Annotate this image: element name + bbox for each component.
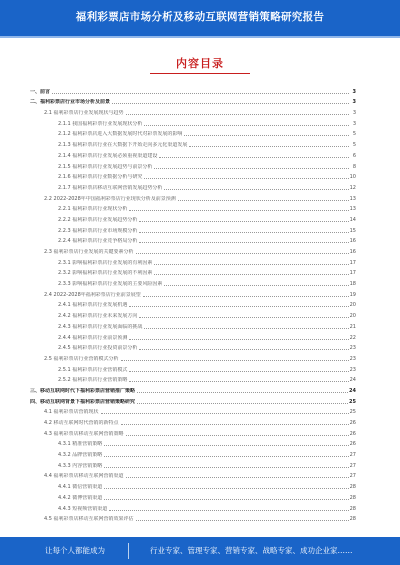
- toc-leader-dots: [104, 487, 348, 489]
- toc-leader-dots: [126, 113, 349, 115]
- toc-leader-dots: [184, 134, 349, 136]
- toc-leader-dots: [121, 359, 349, 361]
- toc-entry-text: 2.1.5 福利彩票店行业发展趋势与前景分析: [58, 163, 153, 170]
- toc-leader-dots: [104, 455, 348, 457]
- toc-page-number: 10: [349, 174, 356, 181]
- toc-page-number: 14: [349, 216, 356, 223]
- toc-page-number: 20: [349, 313, 356, 320]
- toc-entry[interactable]: [30, 308, 356, 319]
- toc-entry-text: 2.1.3 福利彩票店行业在大数据下开始走向多元化渠道发展: [58, 142, 188, 149]
- toc-leader-dots: [139, 220, 348, 222]
- toc-entry-text: 2.5.2 福利彩票店行业营销策略: [58, 377, 128, 384]
- toc-entry-text: 2.2 2022-2028年中国福利彩票店行业现状分析及前景预测: [44, 195, 176, 202]
- toc-page-number: 26: [349, 441, 356, 448]
- page-footer: [0, 537, 400, 565]
- toc-entry[interactable]: [30, 255, 356, 266]
- toc-leader-dots: [137, 402, 348, 404]
- toc-leader-dots: [112, 102, 349, 104]
- toc-leader-dots: [139, 231, 348, 233]
- toc-entry-text: 4.3 福利彩票店移动互联网营销策略: [44, 430, 124, 437]
- toc-page-number: 5: [352, 142, 356, 149]
- toc-entry-text: 4.3.3 内容营销策略: [58, 462, 103, 469]
- toc-title: 内容目录: [176, 57, 224, 70]
- toc-page-number: 26: [349, 430, 356, 437]
- toc-leader-dots: [104, 444, 348, 446]
- toc-leader-dots: [126, 434, 349, 436]
- toc-entry[interactable]: [30, 415, 356, 426]
- toc-leader-dots: [144, 327, 348, 329]
- toc-entry[interactable]: [30, 490, 356, 501]
- toc-leader-dots: [139, 316, 348, 318]
- toc-page-number: 27: [349, 452, 356, 459]
- toc-entry[interactable]: [30, 148, 356, 159]
- toc-entry[interactable]: [30, 276, 356, 287]
- toc-entry[interactable]: [30, 170, 356, 181]
- toc-page-number: 24: [349, 387, 356, 394]
- toc-leader-dots: [121, 423, 349, 425]
- toc-page-number: 23: [349, 345, 356, 352]
- toc-leader-dots: [104, 466, 348, 468]
- toc-entry[interactable]: [30, 512, 356, 523]
- toc-entry-text: 2.4 2022-2028年福利彩票店行业前景展望: [44, 291, 141, 298]
- toc-entry-text: 2.5.1 福利彩票店行业营销模式: [58, 366, 128, 373]
- toc-page-number: 19: [349, 291, 356, 298]
- toc-page-number: 12: [349, 184, 356, 191]
- toc-entry[interactable]: [30, 127, 356, 138]
- toc-page-number: 24: [349, 377, 356, 384]
- toc-leader-dots: [109, 509, 348, 511]
- toc-page-number: 8: [352, 163, 356, 170]
- toc-leader-dots: [129, 338, 348, 340]
- toc-page-number: 3: [352, 88, 356, 95]
- toc-page-number: 23: [349, 355, 356, 362]
- toc-entry[interactable]: [30, 383, 356, 394]
- toc-leader-dots: [143, 295, 349, 297]
- toc-entry-text: 2.2.1 福利彩票店行业现状分析: [58, 206, 128, 213]
- toc-entry[interactable]: [30, 159, 356, 170]
- toc-entry-text: 三、移动互联网时代下福利彩票店营销推广策略: [30, 387, 136, 394]
- toc-page-number: 5: [352, 131, 356, 138]
- toc-entry-text: 4.2 移动互联网时代营销的新特点: [44, 420, 119, 426]
- toc-leader-dots: [144, 177, 348, 179]
- toc-entry[interactable]: [30, 373, 356, 384]
- toc-entry-text: 2.4.4 福利彩票店行业前景预测: [58, 334, 128, 341]
- toc-entry-text: 一、前言: [30, 88, 51, 95]
- toc-page-number: 15: [349, 227, 356, 234]
- toc-page-number: 28: [349, 516, 356, 523]
- toc-entry[interactable]: [30, 362, 356, 373]
- toc-leader-dots: [139, 241, 348, 243]
- toc-leader-dots: [164, 188, 348, 190]
- footer-slogan-right: 行业专家、管理专家、营销专家、战略专家、成功企业家……: [150, 546, 353, 555]
- toc-entry[interactable]: [30, 319, 356, 330]
- report-title: 福利彩票店市场分析及移动互联网营销策略研究报告: [75, 11, 325, 23]
- toc-entry[interactable]: [30, 287, 356, 298]
- toc-page-number: 28: [349, 484, 356, 491]
- toc-entry[interactable]: [30, 116, 356, 127]
- toc-entry-text: 4.3.2 品牌营销策略: [58, 452, 103, 459]
- toc-entry-text: 2.4.5 福利彩票店行业投资前景分析: [58, 345, 138, 352]
- toc-entry-text: 2.3 福利彩票店行业发展的关键要素分析: [44, 249, 134, 255]
- toc-page-number: 22: [349, 334, 356, 341]
- toc-entry-text: 4.4.2 微博营销渠道: [58, 494, 103, 501]
- toc-entry-text: 4.5 福利彩票店移动互联网营销效果评估: [44, 516, 134, 523]
- toc-entry[interactable]: [30, 351, 356, 362]
- toc-page-number: 20: [349, 302, 356, 309]
- toc-page-number: 28: [349, 505, 356, 512]
- toc-entry-text: 2.1.6 福利彩票店行业数据分析与研究: [58, 174, 143, 181]
- toc-entry[interactable]: [30, 180, 356, 191]
- toc-leader-dots: [178, 199, 349, 201]
- toc-entry[interactable]: [30, 234, 356, 245]
- toc-entry-text: 4.3.1 精准营销策略: [58, 441, 103, 448]
- toc-entry[interactable]: [30, 426, 356, 437]
- toc-leader-dots: [159, 156, 349, 158]
- toc-page-number: 3: [352, 110, 356, 117]
- toc-entry-text: 2.4.1 福利彩票店行业发展机遇: [58, 302, 128, 309]
- toc-entry[interactable]: [30, 469, 356, 480]
- toc-entry[interactable]: [30, 330, 356, 341]
- toc-entry-text: 四、移动互联网背景下福利彩票店营销策略研究: [30, 398, 136, 405]
- toc-leader-dots: [52, 92, 349, 94]
- toc-page-number: 13: [349, 206, 356, 213]
- toc-entry[interactable]: [30, 437, 356, 448]
- toc-leader-dots: [129, 370, 348, 372]
- toc-entry[interactable]: [30, 244, 356, 255]
- toc-leader-dots: [104, 498, 348, 500]
- toc-leader-dots: [154, 167, 349, 169]
- toc-entry-text: 2.5 福利彩票店行业营销模式分析: [44, 355, 119, 362]
- toc-page-number: 16: [349, 249, 356, 255]
- toc-leader-dots: [154, 273, 348, 275]
- toc-entry[interactable]: [30, 105, 356, 116]
- toc-entry[interactable]: [30, 95, 356, 106]
- toc-entry-text: 4.1 福利彩票店营销现状: [44, 409, 99, 416]
- toc-entry-text: 二、福利彩票店行业市场分析及前景: [30, 99, 111, 106]
- toc-entry-text: 2.2.3 福利彩票店行业市场规模分析: [58, 227, 138, 234]
- toc-entry-text: 2.2.2 福利彩票店行业发展趋势分析: [58, 216, 138, 223]
- toc-leader-dots: [154, 263, 348, 265]
- toc-page-number: 3: [352, 99, 356, 106]
- toc-entry[interactable]: [30, 223, 356, 234]
- toc-entry[interactable]: [30, 479, 356, 490]
- toc-leader-dots: [136, 519, 349, 521]
- toc-leader-dots: [126, 476, 349, 478]
- header-divider: [0, 36, 400, 38]
- toc-entry[interactable]: [30, 458, 356, 469]
- toc-page-number: 27: [349, 473, 356, 480]
- toc-leader-dots: [139, 348, 348, 350]
- toc-title-underline: [150, 73, 250, 74]
- toc-page-number: 27: [349, 462, 356, 469]
- toc-entry[interactable]: [30, 137, 356, 148]
- toc-entry-text: 4.4 福利彩票店移动互联网营销渠道: [44, 473, 124, 480]
- toc-entry-text: 4.4.1 微信营销渠道: [58, 484, 103, 491]
- toc-entry-text: 2.1.4 福利彩票店行业发展必须重视渠道建设: [58, 152, 158, 159]
- toc-entry-text: 2.1.2 福利彩票店进入大数据发展时代对彩票发展的影响: [58, 131, 183, 138]
- toc-page-number: 17: [349, 270, 356, 277]
- toc-page-number: 23: [349, 366, 356, 373]
- toc-page-number: 18: [349, 281, 356, 288]
- toc-leader-dots: [129, 209, 348, 211]
- toc-entry[interactable]: [30, 191, 356, 202]
- toc-entry-text: 2.1.1 我国福利彩票行业发展现状分析: [58, 120, 143, 127]
- toc-entry-text: 2.4.2 福利彩票店行业未来发展方向: [58, 313, 138, 320]
- toc-page-number: 25: [349, 398, 356, 405]
- toc-leader-dots: [144, 124, 349, 126]
- toc-entry[interactable]: [30, 405, 356, 416]
- toc-page-number: 17: [349, 259, 356, 266]
- toc-entry-text: 2.2.4 福利彩票店行业竞争格局分析: [58, 238, 138, 245]
- toc-page-number: 16: [349, 238, 356, 245]
- toc-entry-text: 2.1.7 福利彩票店移动互联网营销发展趋势分析: [58, 184, 163, 191]
- toc-leader-dots: [101, 412, 349, 414]
- table-of-contents: [30, 84, 356, 522]
- toc-entry[interactable]: [30, 84, 356, 95]
- toc-leader-dots: [129, 305, 348, 307]
- toc-page-number: 28: [349, 494, 356, 501]
- toc-leader-dots: [129, 380, 348, 382]
- toc-page-number: 25: [349, 409, 356, 416]
- toc-entry-text: 2.3.1 影响福利彩票店行业发展的有利因素: [58, 259, 153, 266]
- toc-leader-dots: [136, 252, 349, 254]
- page-header: [0, 0, 400, 36]
- toc-entry[interactable]: [30, 501, 356, 512]
- toc-entry[interactable]: [30, 298, 356, 309]
- toc-entry[interactable]: [30, 212, 356, 223]
- toc-entry[interactable]: [30, 394, 356, 405]
- toc-leader-dots: [189, 145, 349, 147]
- toc-entry[interactable]: [30, 341, 356, 352]
- toc-entry[interactable]: [30, 202, 356, 213]
- toc-page-number: 26: [349, 420, 356, 426]
- toc-entry-text: 2.4.3 福利彩票店行业发展面临的挑战: [58, 323, 143, 330]
- toc-entry-text: 2.3.3 影响福利彩票店行业发展的主要风险因素: [58, 281, 163, 288]
- toc-entry-text: 4.4.3 短视频营销渠道: [58, 505, 108, 512]
- toc-leader-dots: [137, 391, 348, 393]
- toc-page-number: 3: [352, 120, 356, 127]
- toc-entry-text: 2.3.2 影响福利彩票店行业发展的不利因素: [58, 270, 153, 277]
- toc-page-number: 6: [352, 152, 356, 159]
- toc-page-number: 21: [349, 323, 356, 330]
- toc-entry[interactable]: [30, 447, 356, 458]
- toc-page-number: 13: [349, 195, 356, 202]
- footer-slogan-left: 让每个人都能成为: [45, 546, 105, 555]
- toc-entry-text: 2.1 福利彩票店行业发展现状与趋势: [44, 110, 124, 117]
- toc-entry[interactable]: [30, 266, 356, 277]
- toc-leader-dots: [164, 284, 348, 286]
- footer-divider: [128, 543, 129, 559]
